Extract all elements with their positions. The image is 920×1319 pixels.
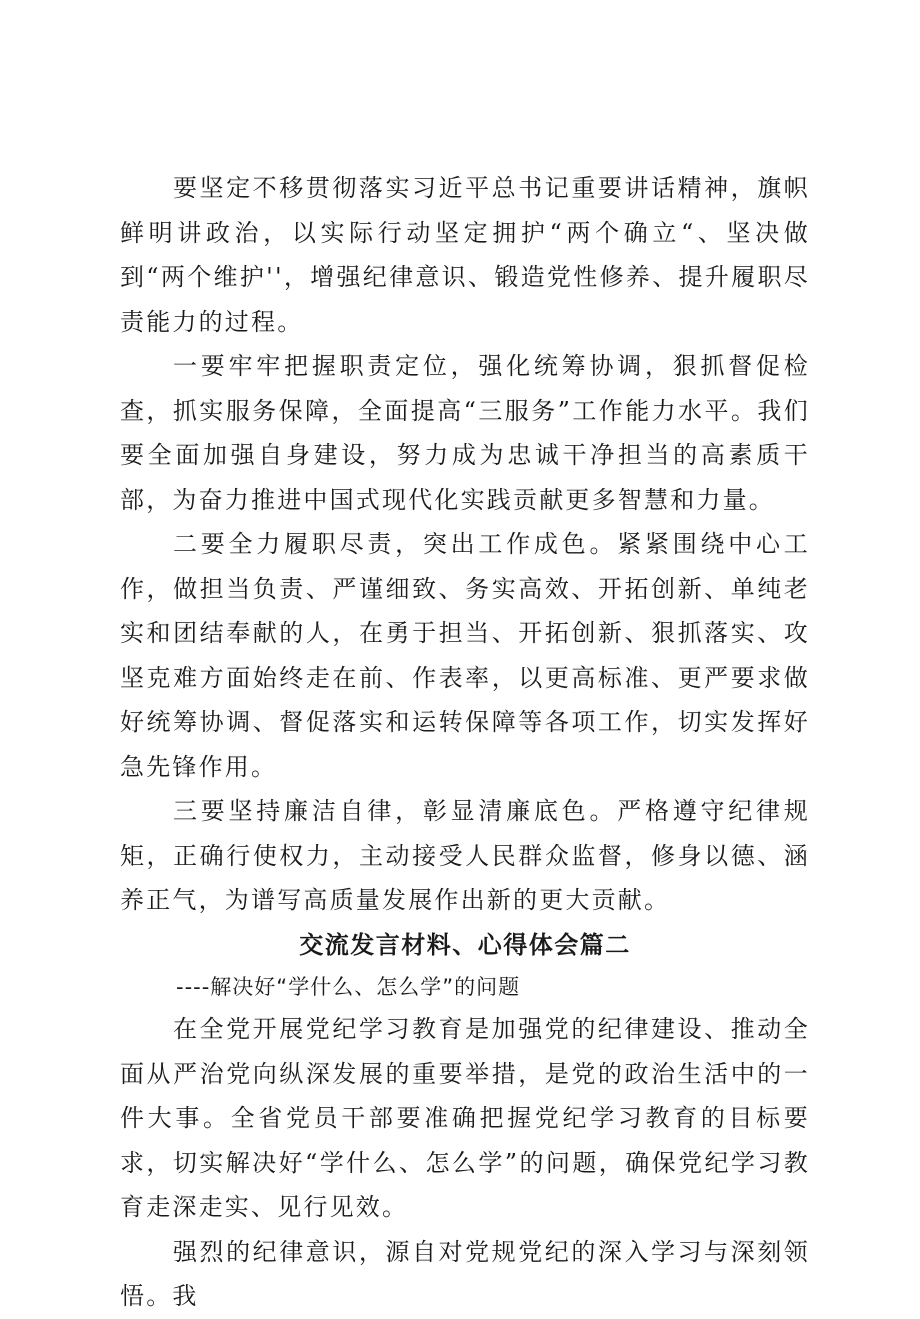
paragraph-discipline-education: 在全党开展党纪学习教育是加强党的纪律建设、推动全面从严治党向纵深发展的重要举措，是党的政治生活中的一件大事。全省党员干部要准确把握党纪学习教育的目标要求，切实解决好“学什么、怎么学”的问题，确保党纪学习教育走深走实、见行见效。 bbox=[120, 1015, 810, 1221]
paragraph-discipline-awareness: 强烈的纪律意识，源自对党规党纪的深入学习与深刻领悟。我 bbox=[120, 1237, 810, 1310]
section-heading: 交流发言材料、心得体会篇二 bbox=[299, 930, 631, 959]
document-body bbox=[120, 166, 810, 1319]
paragraph-second-requirement: 二要全力履职尽责，突出工作成色。紧紧围绕中心工作，做担当负责、严谨细致、务实高效、开拓创新、单纯老实和团结奉献的人，在勇于担当、开拓创新、狠抓落实、攻坚克难方面始终走在前、作表率，以更高标准、更严要求做好统筹协调、督促落实和运转保障等各项工作，切实发挥好急先锋作用。 bbox=[120, 530, 810, 781]
section-subtitle: ----解决好“学什么、怎么学”的问题 bbox=[176, 975, 521, 999]
paragraph-first-requirement: 一要牢牢把握职责定位，强化统筹协调，狠抓督促检查，抓实服务保障，全面提高“三服务”工作能力水平。我们要全面加强自身建设，努力成为忠诚干净担当的高素质干部，为奋力推进中国式现代化实践贡献更多智慧和力量。 bbox=[120, 352, 810, 514]
paragraph-political-stance: 要坚定不移贯彻落实习近平总书记重要讲话精神，旗帜鲜明讲政治，以实际行动坚定拥护“两个确立“、坚决做到“两个维护''，增强纪律意识、锻造党性修养、提升履职尽责能力的过程。 bbox=[120, 174, 810, 336]
paragraph-third-requirement: 三要坚持廉洁自律，彰显清廉底色。严格遵守纪律规矩，正确行使权力，主动接受人民群众监督，修身以德、涵养正气，为谱写高质量发展作出新的更大贡献。 bbox=[120, 797, 810, 914]
